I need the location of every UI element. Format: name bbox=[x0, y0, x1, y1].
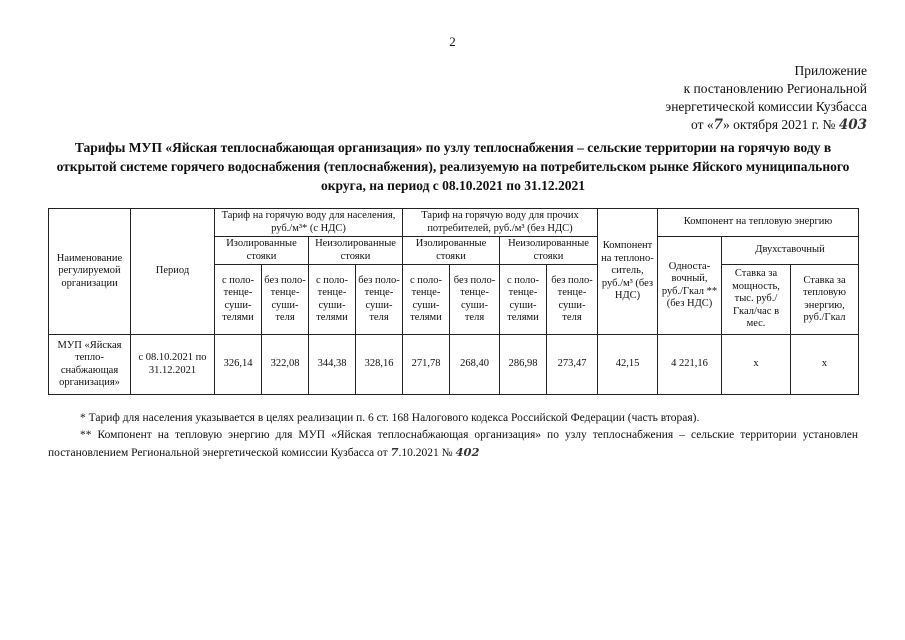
header-without-dryers: без поло-тенце-суши-теля bbox=[450, 265, 500, 335]
header-single-rate: Односта-вочный, руб./Гкал ** (без НДС) bbox=[658, 237, 722, 335]
cell-value: 42,15 bbox=[598, 335, 658, 395]
cell-value: 344,38 bbox=[309, 335, 356, 395]
footnote-1: * Тариф для населения указывается в целях реализации п. 6 ст. 168 Налогового кодекса Российской Федерации (часть вторая). bbox=[80, 412, 700, 424]
cell-value: 286,98 bbox=[500, 335, 547, 395]
handwritten-day: 7 bbox=[713, 117, 724, 133]
cell-value: 4 221,16 bbox=[658, 335, 722, 395]
cell-value: 328,16 bbox=[356, 335, 403, 395]
cell-period: с 08.10.2021 по 31.12.2021 bbox=[131, 335, 215, 395]
cell-value: 322,08 bbox=[262, 335, 309, 395]
footnotes bbox=[48, 410, 858, 462]
footnote-2-text: ** Компонент на тепловую энергию для МУП «Яйская теплоснабжающая организация» по узлу теплоснабжения – сельские территории установлен постановлением Региональной энергетической комиссии Кузбасса от bbox=[48, 429, 858, 459]
footnote-2 bbox=[48, 427, 858, 462]
header-without-dryers: без поло-тенце-суши-теля bbox=[547, 265, 598, 335]
header-insulated-other: Изолированные стояки bbox=[403, 237, 500, 265]
header-heat-energy: Компонент на тепловую энергию bbox=[658, 209, 859, 237]
cell-value: 273,47 bbox=[547, 335, 598, 395]
header-organization: Наименование регулируемой организации bbox=[49, 209, 131, 335]
header-population-tariff: Тариф на горячую воду для населения, руб./м³* (с НДС) bbox=[215, 209, 403, 237]
cell-value: 268,40 bbox=[450, 335, 500, 395]
header-capacity-rate: Ставка за мощность, тыс. руб./ Гкал/час в мес. bbox=[722, 265, 791, 335]
header-other-tariff: Тариф на горячую воду для прочих потребителей, руб./м³ (без НДС) bbox=[403, 209, 598, 237]
page-number: 2 bbox=[449, 34, 456, 49]
cell-value: х bbox=[722, 335, 791, 395]
appendix-line-3: энергетической комиссии Кузбасса bbox=[665, 99, 867, 114]
document-title: Тарифы МУП «Яйская теплоснабжающая организация» по узлу теплоснабжения – сельские территории на горячую воду в открытой системе горячего водоснабжения (теплоснабжения), реализуемую на потребительском рынке Яйского муниципального округа, на период с 08.10.2021 по 31.12.2021 bbox=[56, 140, 850, 193]
header-noninsulated-pop: Неизолированные стояки bbox=[309, 237, 403, 265]
date-prefix: от « bbox=[691, 117, 714, 132]
header-with-dryers: с поло-тенце-суши-телями bbox=[309, 265, 356, 335]
table-row bbox=[49, 335, 859, 395]
footnote-2-month: .10.2021 № bbox=[398, 447, 453, 459]
cell-value: 271,78 bbox=[403, 335, 450, 395]
header-without-dryers: без поло-тенце-суши-теля bbox=[262, 265, 309, 335]
header-energy-rate: Ставка за тепловую энергию, руб./Гкал bbox=[791, 265, 859, 335]
header-with-dryers: с поло-тенце-суши-телями bbox=[500, 265, 547, 335]
header-period: Период bbox=[131, 209, 215, 335]
header-with-dryers: с поло-тенце-суши-телями bbox=[403, 265, 450, 335]
cell-value: х bbox=[791, 335, 859, 395]
header-noninsulated-other: Неизолированные стояки bbox=[500, 237, 598, 265]
handwritten-number: 403 bbox=[838, 117, 867, 133]
header-insulated-pop: Изолированные стояки bbox=[215, 237, 309, 265]
appendix-line-2: к постановлению Региональной bbox=[683, 81, 867, 96]
appendix-block bbox=[665, 62, 867, 134]
header-with-dryers: с поло-тенце-суши-телями bbox=[215, 265, 262, 335]
cell-value: 326,14 bbox=[215, 335, 262, 395]
header-two-rate: Двухставочный bbox=[722, 237, 859, 265]
date-mid: » октября 2021 г. № bbox=[723, 117, 836, 132]
header-heat-carrier: Компонент на теплоно-ситель, руб./м³ (без НДС) bbox=[598, 209, 658, 335]
cell-organization: МУП «Яйская тепло-снабжающая организация» bbox=[49, 335, 131, 395]
handwritten-number: 402 bbox=[455, 445, 480, 459]
handwritten-day: 7 bbox=[390, 445, 399, 459]
header-without-dryers: без поло-тенце-суши-теля bbox=[356, 265, 403, 335]
appendix-date-line bbox=[665, 116, 867, 134]
appendix-line-1: Приложение bbox=[794, 63, 867, 78]
tariff-table bbox=[48, 208, 859, 395]
